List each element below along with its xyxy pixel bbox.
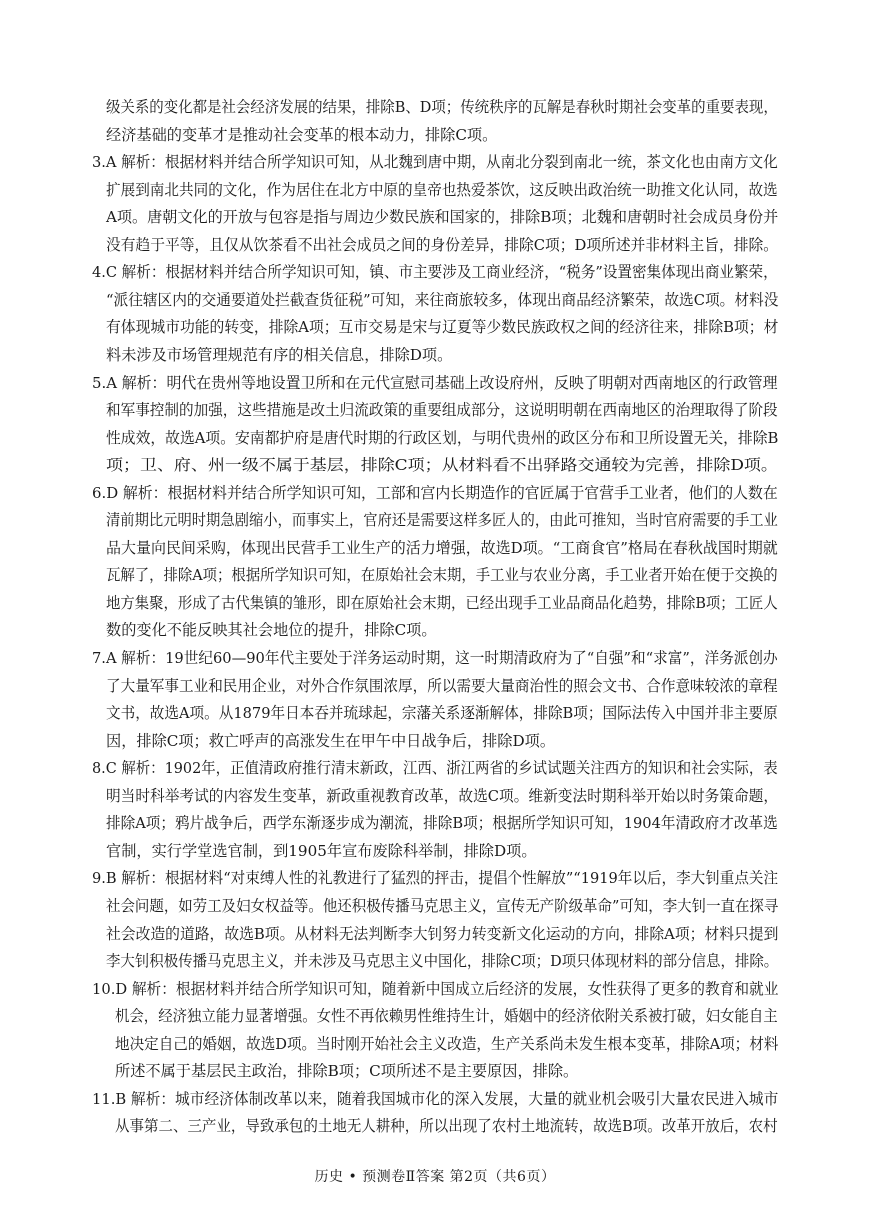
- answer-line: 级关系的变化都是社会经济发展的结果，排除B、D项；传统秩序的瓦解是春秋时期社会变革的重要表现，: [106, 98, 778, 116]
- answer-line: 李大钊积极传播马克思主义，并未涉及马克思主义中国化，排除C项；D项只体现材料的部分信息，排除。: [106, 952, 779, 971]
- answer-line: 6.D 解析：根据材料并结合所学知识可知，工部和宫内长期造作的官匠属于官营手工业者，他们的人数在: [92, 483, 778, 502]
- page-footer: 历史 • 预测卷Ⅱ答案 第2页（共6页）: [314, 1169, 556, 1185]
- answer-line: 料未涉及市场管理规范有序的相关信息，排除D项。: [106, 345, 453, 364]
- answer-line: 和军事控制的加强，这些措施是改土归流政策的重要组成部分，这说明明朝在西南地区的治理取得了阶段: [106, 401, 778, 420]
- answer-line: 8.C 解析：1902年，正值清政府推行清末新政，江西、浙江两省的乡试试题关注西方的知识和社会实际，表: [92, 759, 778, 778]
- answer-line: 11.B 解析：城市经济体制改革以来，随着我国城市化的深入发展，大量的就业机会吸引大量农民进入城市: [92, 1089, 779, 1108]
- answer-line: 经济基础的变革才是推动社会变革的根本动力，排除C项。: [106, 125, 498, 144]
- answer-line: 没有趋于平等，且仅从饮茶看不出社会成员之间的身份差异，排除C项；D项所述并非材料主旨，排除。: [106, 235, 779, 254]
- answer-line: 社会问题，如劳工及妇女权益等。他还积极传播马克思主义，宣传无产阶级革命”可知，李大钊一直在探寻: [106, 896, 779, 915]
- answer-line: 地决定自己的婚姻，故选D项。当时刚开始社会主义改造，生产关系尚未发生根本变革，排除A项；材料: [115, 1034, 779, 1053]
- answer-line: 扩展到南北共同的文化，作为居住在北方中原的皇帝也热爱茶饮，这反映出政治统一助推文化认同，故选: [106, 180, 778, 199]
- answer-line: 10.D 解析：根据材料并结合所学知识可知，随着新中国成立后经济的发展，女性获得了更多的教育和就业: [92, 979, 779, 998]
- answer-line: 官制，实行学堂选官制，到1905年宣布废除科举制，排除D项。: [106, 841, 537, 860]
- answer-line: 机会，经济独立能力显著增强。女性不再依赖男性维持生计，婚姻中的经济依附关系被打破，妇女能自主: [115, 1007, 778, 1026]
- answer-line: 品大量向民间采购，体现出民营手工业生产的活力增强，故选D项。“工商食官”格局在春秋战国时期就: [106, 538, 778, 557]
- answer-line: 了大量军事工业和民用企业，对外合作氛围浓厚，所以需要大量商治性的照会文书、合作意味较浓的章程: [106, 676, 778, 695]
- answer-line: 文书，故选A项。从1879年日本吞并琉球起，宗藩关系逐渐解体，排除B项；国际法传入中国并非主要原: [106, 704, 778, 723]
- answer-line: 所述不属于基层民主政治，排除B项；C项所述不是主要原因，排除。: [115, 1062, 579, 1081]
- answer-line: 因，排除C项；救亡呼声的高涨发生在甲午中日战争后，排除D项。: [106, 731, 556, 750]
- answer-line: 清前期比元明时期急剧缩小，而事实上，官府还是需要这样多匠人的，由此可推知，当时官府需要的手工业: [106, 511, 778, 530]
- answer-line: A项。唐朝文化的开放与包容是指与周边少数民族和国家的，排除B项；北魏和唐朝时社会成员身份并: [106, 208, 779, 227]
- answer-line: 5.A 解析：明代在贵州等地设置卫所和在元代宣慰司基础上改设府州，反映了明朝对西南地区的行政管理: [92, 373, 778, 392]
- answer-line: 3.A 解析：根据材料并结合所学知识可知，从北魏到唐中期，从南北分裂到南北一统，茶文化也由南方文化: [92, 153, 778, 172]
- answer-line: 社会改造的道路，故选B项。从材料无法判断李大钊努力转变新文化运动的方向，排除A项；材料只提到: [106, 924, 779, 943]
- answer-line: 有体现城市功能的转变，排除A项；互市交易是宋与辽夏等少数民族政权之间的经济往来，排除B项；材: [106, 318, 779, 337]
- answer-line: 瓦解了，排除A项；根据所学知识可知，在原始社会末期，手工业与农业分离，手工业者开始在便于交换的: [106, 566, 778, 585]
- answer-line: 项；卫、府、州一级不属于基层，排除C项；从材料看不出驿路交通较为完善，排除D项。: [106, 456, 778, 475]
- answer-line: “派往辖区内的交通要道处拦截查货征税”可知，来往商旅较多，体现出商品经济繁荣，故选C项。材料没: [106, 290, 779, 309]
- answer-line: 从事第二、三产业，导致承包的土地无人耕种，所以出现了农村土地流转，故选B项。改革开放后，农村: [115, 1117, 778, 1136]
- answer-line: 数的变化不能反映其社会地位的提升，排除C项。: [106, 621, 437, 640]
- answer-line: 地方集聚，形成了古代集镇的雏形，即在原始社会末期，已经出现手工业品商品化趋势，排除B项；工匠人: [106, 593, 778, 612]
- answer-line: 性成效，故选A项。安南都护府是唐代时期的行政区划，与明代贵州的政区分布和卫所设置无关，排除B: [106, 428, 779, 447]
- answer-line: 9.B 解析：根据材料“对束缚人性的礼教进行了猛烈的抨击，提倡个性解放”“1919年以后，李大钊重点关注: [92, 869, 779, 888]
- answer-line: 7.A 解析：19世纪60—90年代主要处于洋务运动时期，这一时期清政府为了“自强”和“求富”，洋务派创办: [92, 649, 778, 667]
- answer-line: 明当时科举考试的内容发生变革，新政重视教育改革，故选C项。维新变法时期科举开始以时务策命题，: [106, 786, 779, 805]
- answer-line: 排除A项；鸦片战争后，西学东渐逐步成为潮流，排除B项；根据所学知识可知，1904年清政府才改革选: [106, 814, 778, 833]
- answer-line: 4.C 解析：根据材料并结合所学知识可知，镇、市主要涉及工商业经济，“税务”设置密集体现出商业繁荣，: [92, 263, 778, 282]
